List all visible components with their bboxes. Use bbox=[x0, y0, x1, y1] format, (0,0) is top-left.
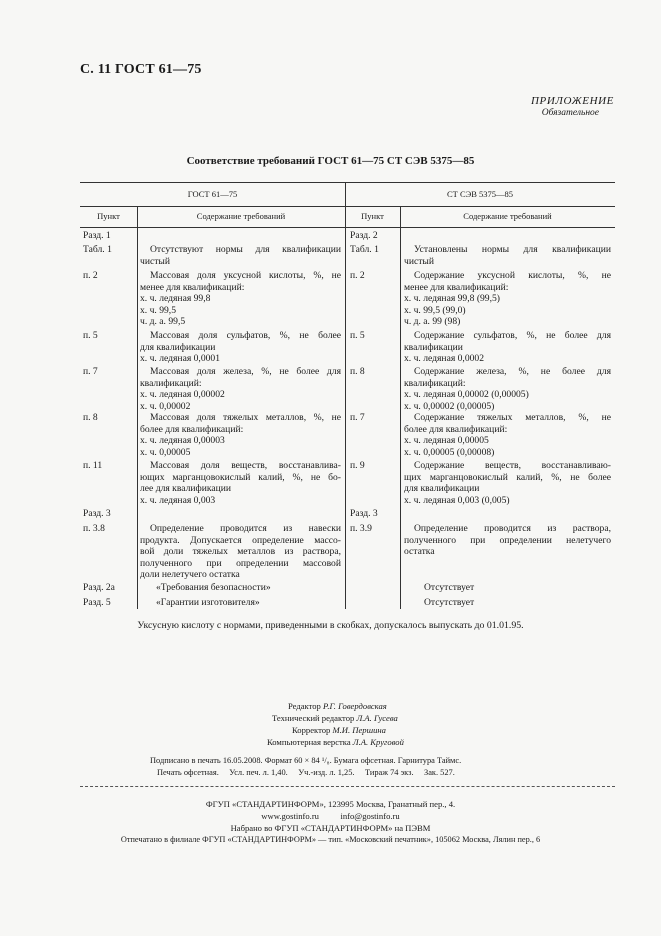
credit-editor-label: Редактор bbox=[288, 701, 321, 711]
content-line: х. ч. 0,00005 bbox=[140, 446, 191, 458]
content-line: х. ч. ледяная 0,00002 (0,00005) bbox=[404, 389, 529, 400]
row-point-stsev bbox=[350, 244, 398, 256]
content-line: более для квалификаций: bbox=[140, 423, 244, 435]
credit-tech-name: Л.А. Гусева bbox=[356, 713, 398, 723]
content-line: х. ч. ледяная 0,00002 bbox=[140, 389, 225, 400]
content-line: Содержание веществ, восстанавливаю- bbox=[414, 460, 611, 471]
point-label: п. 5 bbox=[83, 330, 98, 341]
credit-layout bbox=[267, 737, 404, 747]
point-label: п. 11 bbox=[83, 460, 103, 471]
content-line: полученного при определении массовой bbox=[140, 557, 341, 569]
footer-rule bbox=[80, 786, 615, 787]
row-point-gost bbox=[83, 270, 135, 282]
content-line: ч. д. а. 99 (98) bbox=[404, 316, 461, 327]
content-line: «Требования безопасности» bbox=[156, 582, 271, 593]
row-point-stsev bbox=[350, 508, 398, 520]
col-header-point-left: Пункт bbox=[97, 211, 120, 221]
row-point-gost bbox=[83, 523, 135, 535]
publisher-line-2: www.gostinfo.ru info@gostinfo.ru bbox=[261, 811, 400, 821]
point-label: Разд. 2 bbox=[350, 230, 378, 241]
content-line: лее для квалификации bbox=[140, 483, 232, 494]
imprint-line-2: Печать офсетная. Усл. печ. л. 1,40. Уч.-изд. л. 1,25. Тираж 74 экз. Зак. 527. bbox=[157, 768, 455, 777]
credit-layout-name: Л.А. Круговой bbox=[352, 737, 404, 747]
content-line: более для квалификаций: bbox=[404, 423, 508, 435]
credit-editor-name: Р.Г. Говердовская bbox=[323, 701, 387, 711]
point-label: п. 3.9 bbox=[350, 523, 372, 534]
row-content-stsev bbox=[404, 412, 611, 458]
row-point-gost bbox=[83, 597, 135, 609]
credit-tech bbox=[272, 713, 398, 723]
appendix-title: ПРИЛОЖЕНИЕ bbox=[531, 95, 614, 107]
content-line: менее для квалификаций: bbox=[404, 281, 509, 293]
content-line: Массовая доля сульфатов, %, не более bbox=[150, 330, 341, 341]
row-content-gost bbox=[140, 460, 341, 506]
content-line: Массовая доля тяжелых металлов, %, не bbox=[150, 412, 341, 423]
content-line: ющих марганцовокислый калий, %, не бо- bbox=[140, 471, 341, 483]
row-content-stsev bbox=[404, 330, 611, 365]
col-header-content-left: Содержание требований bbox=[196, 211, 286, 221]
row-content-stsev bbox=[404, 366, 611, 412]
row-point-gost bbox=[83, 412, 135, 424]
credit-proof-name: М.И. Першина bbox=[332, 725, 386, 735]
content-line: х. ч. ледяная 0,0001 bbox=[140, 353, 221, 364]
row-content-gost bbox=[140, 270, 341, 328]
credit-editor bbox=[288, 701, 387, 711]
content-line: Определение проводится из навески bbox=[150, 523, 341, 534]
content-line: х. ч. ледяная 0,00005 bbox=[404, 435, 489, 446]
content-line: х. ч. 99,5 bbox=[140, 304, 177, 316]
row-point-gost bbox=[83, 460, 135, 472]
content-line: Содержание уксусной кислоты, %, не bbox=[414, 270, 611, 281]
row-point-stsev bbox=[350, 230, 398, 242]
content-line: Содержание сульфатов, %, не более для bbox=[414, 330, 611, 341]
row-content-gost bbox=[146, 597, 342, 609]
content-line: Массовая доля уксусной кислоты, %, не bbox=[150, 270, 341, 281]
row-point-gost bbox=[83, 582, 135, 594]
row-point-stsev bbox=[350, 460, 398, 472]
point-label: п. 7 bbox=[83, 366, 98, 377]
content-line: продукта. Допускается определение массо- bbox=[140, 534, 341, 546]
row-content-stsev bbox=[404, 460, 611, 506]
content-line: чистый bbox=[140, 255, 170, 267]
row-content-stsev bbox=[414, 582, 610, 594]
appendix-subtitle: Обязательное bbox=[541, 108, 599, 118]
table-left-point-divider bbox=[137, 206, 138, 609]
credit-proof-label: Корректор bbox=[292, 725, 331, 735]
row-point-stsev bbox=[350, 523, 398, 535]
point-label: п. 2 bbox=[350, 270, 365, 281]
content-line: Массовая доля веществ, восстанавлива- bbox=[150, 460, 341, 471]
content-line: Отсутствуют нормы для квалификации bbox=[150, 244, 341, 255]
row-content-stsev bbox=[404, 523, 611, 558]
row-point-gost bbox=[83, 508, 135, 520]
content-line: чистый bbox=[404, 255, 434, 267]
col-header-point-right: Пункт bbox=[361, 211, 384, 221]
point-label: п. 9 bbox=[350, 460, 365, 471]
publisher-line-4: Отпечатано в филиале ФГУП «СТАНДАРТИНФОРМ» — тип. «Московский печатник», 105062 Москва, Лялин пер., 6 bbox=[120, 835, 541, 844]
row-point-stsev bbox=[350, 412, 398, 424]
content-line: полученного при определении нелетучего bbox=[404, 534, 611, 546]
point-label: п. 3.8 bbox=[83, 523, 105, 534]
point-label: п. 7 bbox=[350, 412, 365, 423]
content-line: «Гарантии изготовителя» bbox=[156, 597, 260, 608]
content-line: х. ч. ледяная 0,003 (0,005) bbox=[404, 494, 510, 506]
content-line: щих марганцовокислый калий, %, не более bbox=[404, 471, 611, 483]
row-point-gost bbox=[83, 230, 135, 242]
content-line: ч. д. а. 99,5 bbox=[140, 316, 186, 327]
content-line: вой доли тяжелых металлов из раствора, bbox=[140, 546, 341, 557]
row-content-stsev bbox=[404, 270, 611, 328]
content-line: Массовая доля железа, %, не более для bbox=[150, 366, 341, 377]
content-line: квалификации bbox=[404, 341, 463, 353]
content-line: х. ч. ледяная 99,8 bbox=[140, 293, 211, 304]
content-line: х. ч. ледяная 0,00003 bbox=[140, 435, 225, 446]
content-line: Определение проводится из раствора, bbox=[414, 523, 611, 534]
table-right-point-divider bbox=[400, 206, 401, 609]
content-line: х. ч. 99,5 (99,0) bbox=[404, 304, 466, 316]
point-label: Табл. 1 bbox=[350, 244, 379, 255]
content-line: Отсутствует bbox=[424, 597, 475, 608]
content-line: х. ч. 0,00002 (0,00005) bbox=[404, 400, 495, 412]
publisher-line-3: Набрано во ФГУП «СТАНДАРТИНФОРМ» на ПЭВМ bbox=[230, 823, 431, 833]
content-line: для квалификации bbox=[404, 483, 480, 494]
row-content-gost bbox=[140, 412, 341, 458]
table-subheader-rule bbox=[80, 227, 615, 228]
credit-proof bbox=[292, 725, 386, 735]
row-point-gost bbox=[83, 330, 135, 342]
point-label: п. 5 bbox=[350, 330, 365, 341]
content-line: х. ч. 0,00002 bbox=[140, 400, 191, 412]
page-header: С. 11 ГОСТ 61—75 bbox=[80, 62, 202, 77]
content-line: квалификаций: bbox=[140, 377, 202, 389]
row-content-gost bbox=[140, 523, 341, 581]
row-point-gost bbox=[83, 366, 135, 378]
point-label: Табл. 1 bbox=[83, 244, 112, 255]
point-label: Разд. 3 bbox=[350, 508, 378, 519]
point-label: Разд. 3 bbox=[83, 508, 111, 519]
row-point-gost bbox=[83, 244, 135, 256]
row-point-stsev bbox=[350, 366, 398, 378]
imprint-line-1: Подписано в печать 16.05.2008. Формат 60 × 84 ¹/₈. Бумага офсетная. Гарнитура Таймс. bbox=[150, 756, 462, 765]
row-point-stsev bbox=[350, 330, 398, 342]
footnote: Уксусную кислоту с нормами, приведенными в скобках, допускалось выпускать до 01.01.95. bbox=[137, 620, 524, 631]
point-label: п. 2 bbox=[83, 270, 98, 281]
content-line: Содержание тяжелых металлов, %, не bbox=[414, 412, 611, 423]
row-point-stsev bbox=[350, 270, 398, 282]
row-content-gost bbox=[140, 244, 341, 267]
group-header-stsev: СТ СЭВ 5375—85 bbox=[446, 189, 514, 199]
content-line: квалификаций: bbox=[404, 377, 466, 389]
point-label: п. 8 bbox=[83, 412, 98, 423]
content-line: менее для квалификаций: bbox=[140, 281, 245, 293]
content-line: Отсутствует bbox=[424, 582, 475, 593]
credit-tech-label: Технический редактор bbox=[272, 713, 355, 723]
content-line: Содержание железа, %, не более для bbox=[414, 366, 611, 377]
col-header-content-right: Содержание требований bbox=[463, 211, 552, 221]
row-content-stsev bbox=[414, 597, 610, 609]
point-label: п. 8 bbox=[350, 366, 365, 377]
table-title: Соответствие требований ГОСТ 61—75 СТ СЭВ 5375—85 bbox=[186, 155, 475, 167]
row-content-gost bbox=[140, 366, 341, 412]
content-line: для квалификации bbox=[140, 341, 216, 353]
content-line: Установлены нормы для квалификации bbox=[414, 244, 611, 255]
content-line: остатка bbox=[404, 546, 435, 557]
content-line: х. ч. 0,00005 (0,00008) bbox=[404, 446, 495, 458]
point-label: Разд. 2а bbox=[83, 582, 115, 593]
content-line: х. ч. ледяная 99,8 (99,5) bbox=[404, 293, 500, 304]
content-line: х. ч. ледяная 0,0002 bbox=[404, 353, 485, 364]
publisher-line-1: ФГУП «СТАНДАРТИНФОРМ», 123995 Москва, Гранатный пер., 4. bbox=[205, 799, 456, 809]
table-mid-divider bbox=[345, 182, 346, 609]
content-line: х. ч. ледяная 0,003 bbox=[140, 494, 216, 506]
point-label: Разд. 1 bbox=[83, 230, 111, 241]
table-top-rule bbox=[80, 182, 615, 183]
content-line: доли нелетучего остатка bbox=[140, 569, 240, 580]
row-content-gost bbox=[140, 330, 341, 365]
point-label: Разд. 5 bbox=[83, 597, 111, 608]
row-content-gost bbox=[146, 582, 342, 594]
table-header-rule bbox=[80, 206, 615, 207]
credit-layout-label: Компьютерная верстка bbox=[267, 737, 351, 747]
group-header-gost: ГОСТ 61—75 bbox=[187, 189, 238, 199]
row-content-stsev bbox=[404, 244, 611, 267]
